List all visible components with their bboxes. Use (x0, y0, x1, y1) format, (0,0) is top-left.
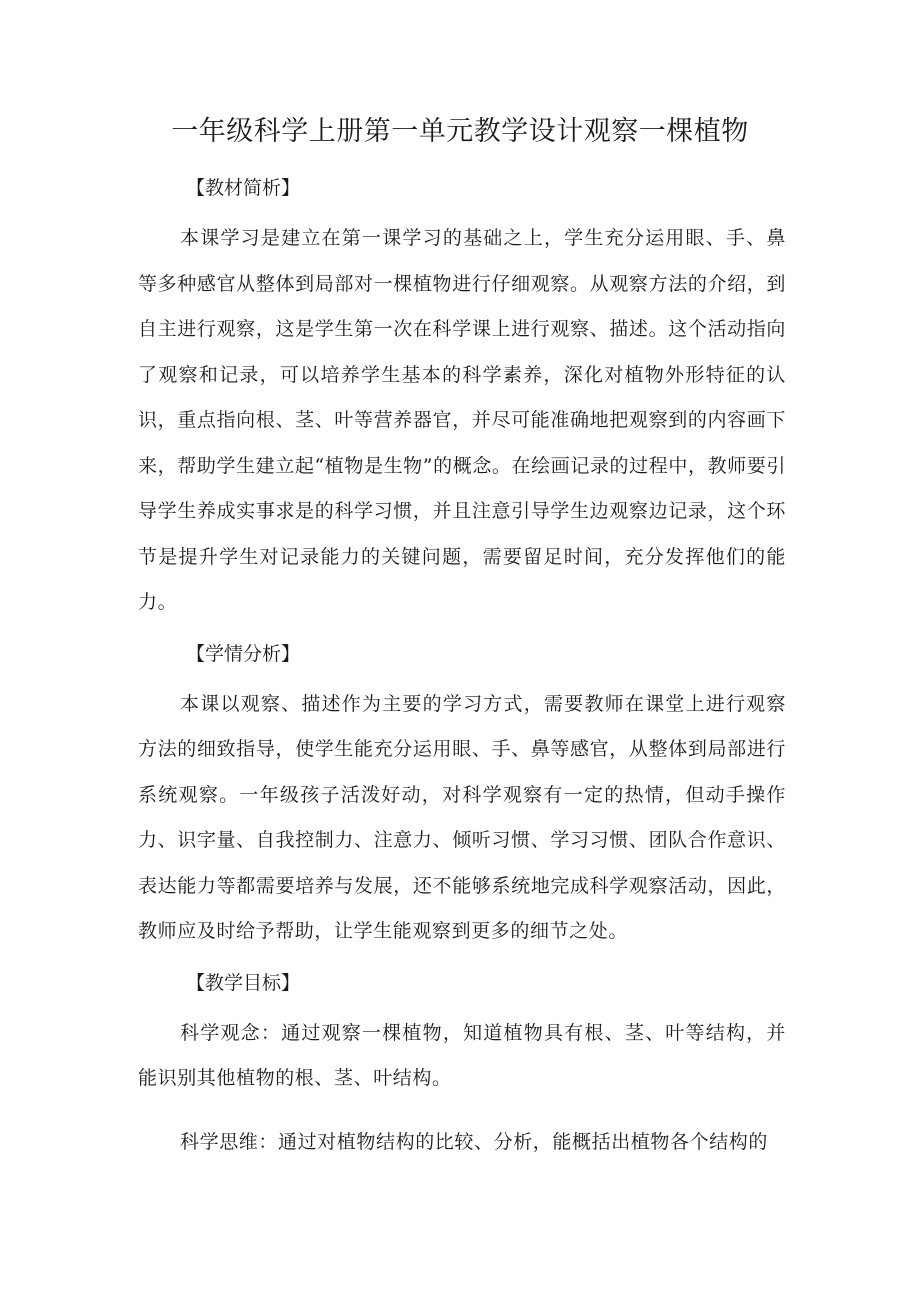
paragraph-scientific-concept: 科学观念：通过观察一棵植物，知道植物具有根、茎、叶等结构，并能识别其他植物的根、茎、叶结构。 (138, 1021, 786, 1089)
document-title: 一年级科学上册第一单元教学设计观察一棵植物 (171, 116, 749, 147)
section-heading-textbook-analysis: 【教材简析】 (186, 177, 301, 199)
paragraph-learner-analysis: 本课以观察、描述作为主要的学习方式，需要教师在课堂上进行观察方法的细致指导，使学生能充分运用眼、手、鼻等感官，从整体到局部进行系统观察。一年级孩子活泼好动，对科学观察有一定的热情，但动手操作力、识字量、自我控制力、注意力、倾听习惯、学习习惯、团队合作意识、表达能力等都需要培养与发展，还不能够系统地完成科学观察活动，因此，教师应及时给予帮助，让学生能观察到更多的细节之处。 (138, 692, 786, 942)
document-body (138, 166, 786, 1165)
paragraph-textbook-analysis: 本课学习是建立在第一课学习的基础之上，学生充分运用眼、手、鼻等多种感官从整体到局部对一棵植物进行仔细观察。从观察方法的介绍，到自主进行观察，这是学生第一次在科学课上进行观察、描述。这个活动指向了观察和记录，可以培养学生基本的科学素养，深化对植物外形特征的认识，重点指向根、茎、叶等营养器官，并尽可能准确地把观察到的内容画下来，帮助学生建立起“植物是生物”的概念。在绘画记录的过程中，教师要引导学生养成实事求是的科学习惯，并且注意引导学生边观察边记录，这个环节是提升学生对记录能力的关键问题，需要留足时间，充分发挥他们的能力。 (138, 227, 786, 613)
section-heading-learner-analysis: 【学情分析】 (186, 642, 301, 665)
section-heading-teaching-goals: 【教学目标】 (186, 971, 301, 994)
paragraph-scientific-thinking: 科学思维：通过对植物结构的比较、分析，能概括出植物各个结构的 (180, 1130, 769, 1153)
